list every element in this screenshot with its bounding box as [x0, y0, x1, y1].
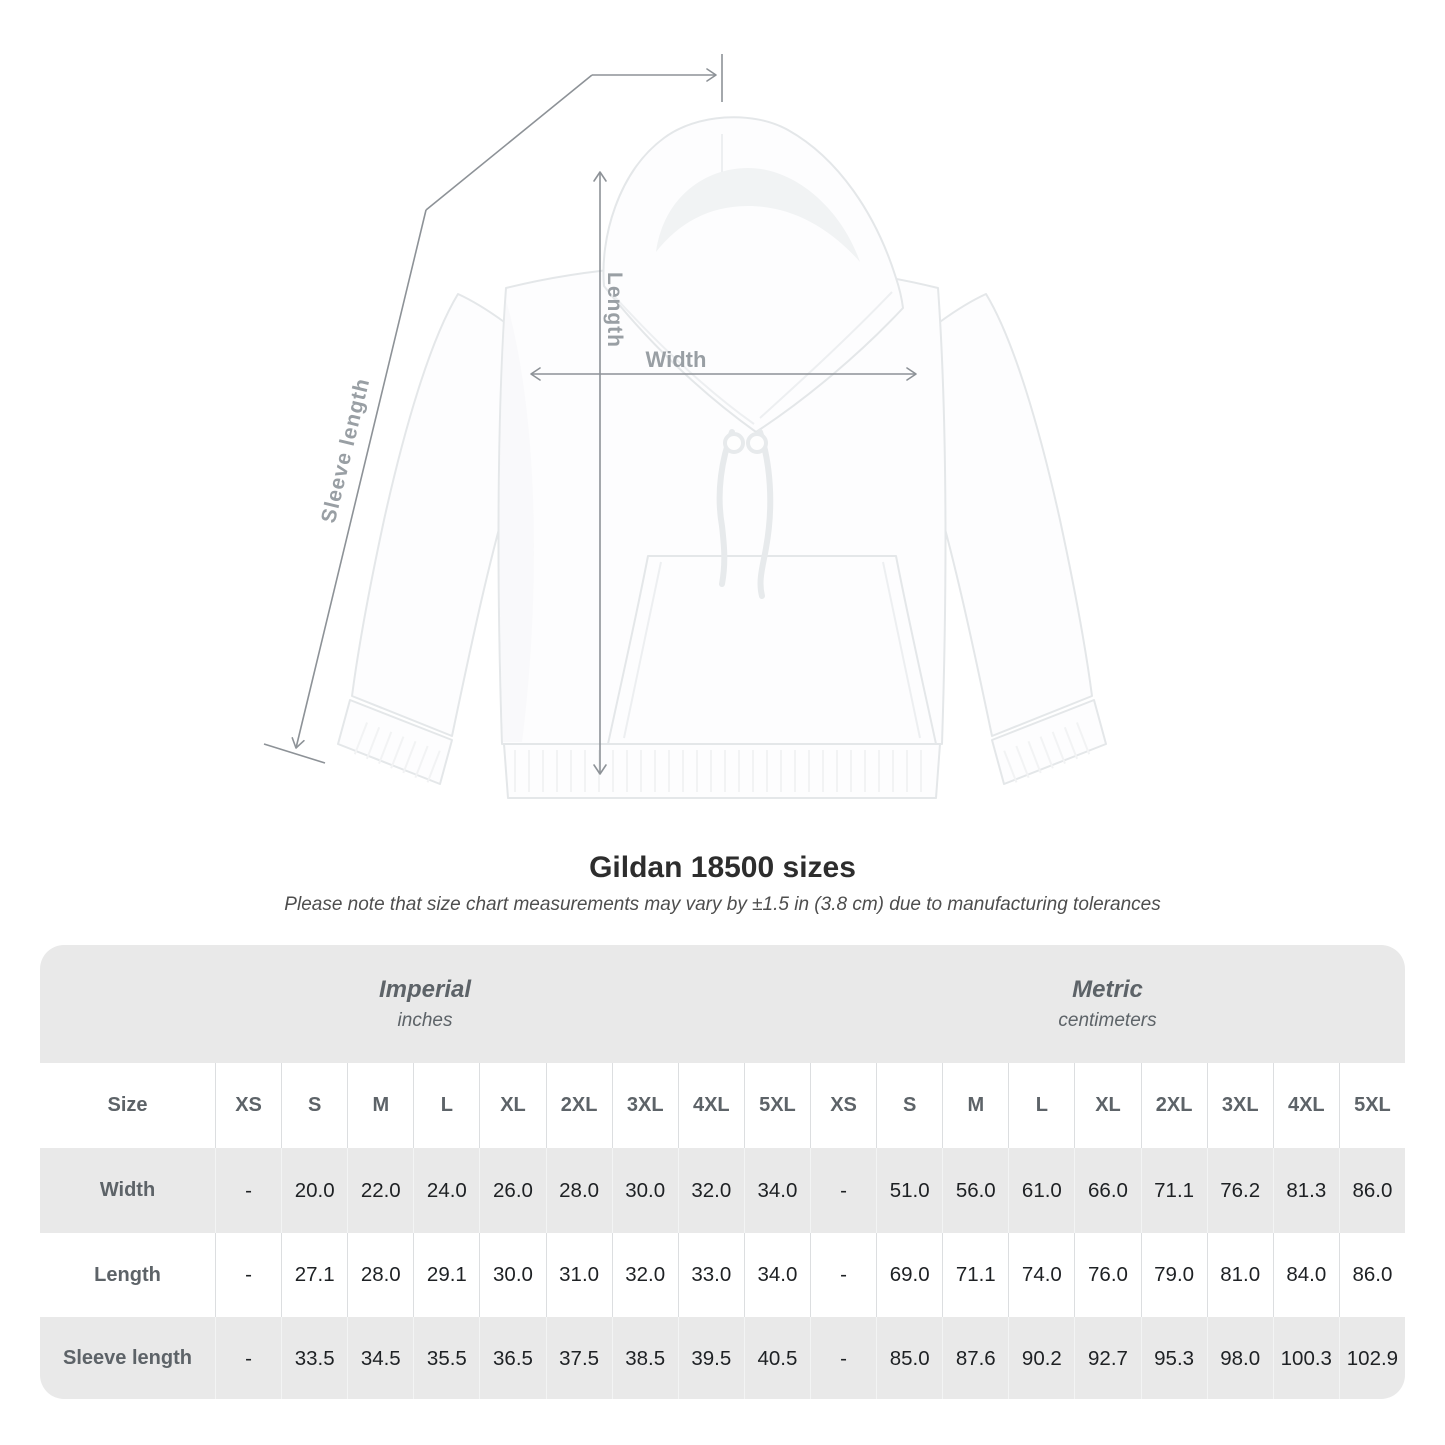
sleeve-length-label: Sleeve length [317, 375, 375, 526]
page-title: Gildan 18500 sizes [589, 851, 856, 884]
value-cell: 34.0 [744, 1233, 810, 1317]
value-cell: 35.5 [413, 1317, 479, 1399]
row-label: Length [94, 1263, 161, 1286]
sleeve-length-upper-segment [426, 75, 592, 210]
drawstring-knot [748, 434, 766, 452]
value-cell: 74.0 [1008, 1233, 1074, 1317]
value-cell: 66.0 [1074, 1148, 1140, 1233]
row-label: Sleeve length [63, 1347, 192, 1369]
cuff-tick [264, 744, 325, 763]
value-cell: 33.5 [281, 1317, 347, 1399]
size-column-header: L [413, 1063, 479, 1148]
value-cell: 37.5 [546, 1317, 612, 1399]
value-cell: - [810, 1148, 876, 1233]
value-cell: 30.0 [612, 1148, 678, 1233]
value-cell: 98.0 [1207, 1317, 1273, 1399]
value-cell: 56.0 [942, 1148, 1008, 1233]
value-cell: 27.1 [281, 1233, 347, 1317]
value-cell: 38.5 [612, 1317, 678, 1399]
size-column-header: XS [810, 1063, 876, 1148]
value-cell: 100.3 [1273, 1317, 1339, 1399]
value-cell: - [215, 1148, 281, 1233]
value-cell: 28.0 [546, 1148, 612, 1233]
value-cell: 79.0 [1141, 1233, 1207, 1317]
value-cell: 40.5 [744, 1317, 810, 1399]
value-cell: 51.0 [876, 1148, 942, 1233]
size-column-header: M [942, 1063, 1008, 1148]
size-column-header: XL [1074, 1063, 1140, 1148]
value-cell: 20.0 [281, 1148, 347, 1233]
value-cell: - [215, 1233, 281, 1317]
value-cell: 31.0 [546, 1233, 612, 1317]
size-column-header: 5XL [1339, 1063, 1405, 1148]
size-table [40, 945, 1405, 1399]
value-cell: 26.0 [479, 1148, 545, 1233]
value-cell: 30.0 [479, 1233, 545, 1317]
hoodie-illustration [338, 117, 1106, 798]
unit-group-name: Imperial [378, 976, 472, 1003]
value-cell: 39.5 [678, 1317, 744, 1399]
unit-header-imperial [40, 945, 810, 1063]
value-cell: - [810, 1233, 876, 1317]
value-cell: 76.0 [1074, 1233, 1140, 1317]
value-cell: 71.1 [942, 1233, 1008, 1317]
value-cell: 102.9 [1339, 1317, 1405, 1399]
size-column-header: 5XL [744, 1063, 810, 1148]
value-cell: 90.2 [1008, 1317, 1074, 1399]
value-cell: 61.0 [1008, 1148, 1074, 1233]
size-column-header: 4XL [678, 1063, 744, 1148]
length-label: Length [603, 272, 626, 348]
size-column-header: S [281, 1063, 347, 1148]
unit-header-metric [810, 945, 1405, 1063]
drawstring-knot [725, 434, 743, 452]
value-cell: 84.0 [1273, 1233, 1339, 1317]
value-cell: 81.3 [1273, 1148, 1339, 1233]
value-cell: 34.0 [744, 1148, 810, 1233]
table-row-width [40, 1148, 1405, 1233]
size-column-header: 2XL [546, 1063, 612, 1148]
size-column-header: 3XL [612, 1063, 678, 1148]
value-cell: 22.0 [347, 1148, 413, 1233]
size-column-header: 2XL [1141, 1063, 1207, 1148]
value-cell: 33.0 [678, 1233, 744, 1317]
value-cell: 76.2 [1207, 1148, 1273, 1233]
size-header-row [40, 1063, 1405, 1148]
value-cell: 34.5 [347, 1317, 413, 1399]
row-label: Width [99, 1179, 156, 1201]
value-cell: 86.0 [1339, 1148, 1405, 1233]
size-column-header: 3XL [1207, 1063, 1273, 1148]
value-cell: 32.0 [612, 1233, 678, 1317]
value-cell: 69.0 [876, 1233, 942, 1317]
hem-band [504, 744, 940, 798]
size-column-header: S [876, 1063, 942, 1148]
size-column-header: L [1008, 1063, 1074, 1148]
value-cell: 29.1 [413, 1233, 479, 1317]
value-cell: 86.0 [1339, 1233, 1405, 1317]
value-cell: 36.5 [479, 1317, 545, 1399]
unit-group-name: Metric [1072, 976, 1143, 1003]
unit-header-band [40, 945, 1405, 1063]
size-column-header: XS [215, 1063, 281, 1148]
value-cell: 81.0 [1207, 1233, 1273, 1317]
value-cell: 24.0 [413, 1148, 479, 1233]
unit-group-unit: inches [397, 1010, 453, 1031]
value-cell: 87.6 [942, 1317, 1008, 1399]
value-cell: 92.7 [1074, 1317, 1140, 1399]
value-cell: 32.0 [678, 1148, 744, 1233]
size-column-header: XL [479, 1063, 545, 1148]
value-cell: - [215, 1317, 281, 1399]
page-subtitle: Please note that size chart measurements may vary by ±1.5 in (3.8 cm) due to manufacturing tolerances [284, 894, 1161, 915]
size-header-label: Size [107, 1094, 148, 1116]
value-cell: 85.0 [876, 1317, 942, 1399]
unit-group-unit: centimeters [1058, 1010, 1157, 1031]
value-cell: 71.1 [1141, 1148, 1207, 1233]
value-cell: 28.0 [347, 1233, 413, 1317]
size-column-header: 4XL [1273, 1063, 1339, 1148]
value-cell: 95.3 [1141, 1317, 1207, 1399]
table-row-length [40, 1233, 1405, 1317]
value-cell: - [810, 1317, 876, 1399]
table-row-sleeve-length [40, 1317, 1405, 1399]
width-label: Width [645, 347, 707, 372]
size-column-header: M [347, 1063, 413, 1148]
